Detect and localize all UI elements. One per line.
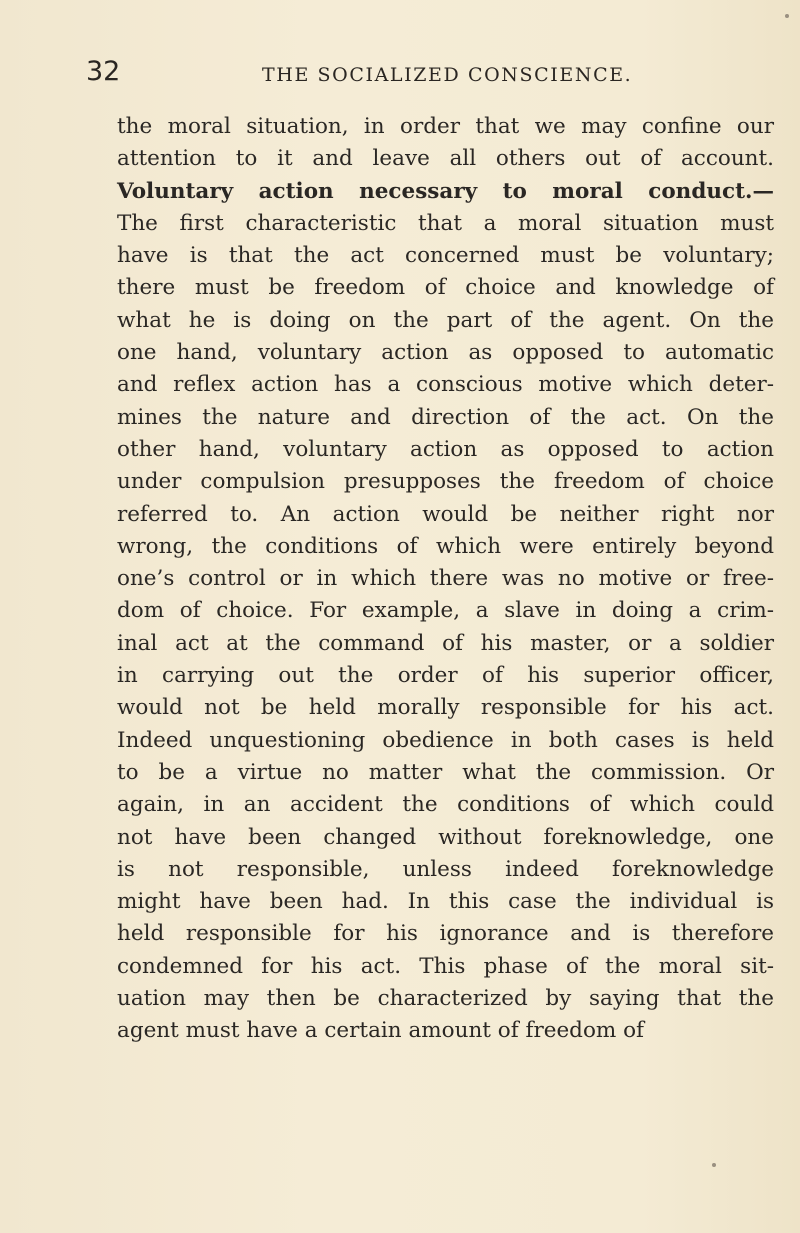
text-line (117, 1015, 774, 1047)
text-line (117, 111, 774, 143)
text-line (117, 918, 774, 950)
text-line (117, 402, 774, 434)
line-text: in carrying out the order of his superior officer, (117, 663, 774, 689)
section-heading-line (117, 176, 774, 208)
text-line (117, 531, 774, 563)
text-line (117, 143, 774, 175)
line-text: wrong, the conditions of which were entirely beyond (117, 533, 774, 559)
text-line (117, 337, 774, 369)
text-line (117, 434, 774, 466)
text-line (117, 305, 774, 337)
text-line (117, 757, 774, 789)
text-line (117, 240, 774, 272)
text-line (117, 660, 774, 692)
line-text: is not responsible, unless indeed foreknowledge (117, 856, 774, 882)
text-line (117, 499, 774, 531)
body-text (117, 111, 774, 1048)
line-text: the moral situation, in order that we may confine our (117, 114, 774, 139)
line-text: there must be freedom of choice and knowledge of (117, 275, 774, 301)
text-line (117, 272, 774, 304)
line-text: one’s control or in which there was no motive or free- (117, 566, 774, 592)
text-line (117, 369, 774, 401)
line-text: and reflex action has a conscious motive which deter- (117, 372, 774, 398)
line-text: held responsible for his ignorance and is therefore (117, 921, 774, 947)
line-text: condemned for his act. This phase of the moral sit- (117, 953, 774, 979)
running-head: THE SOCIALIZED CONSCIENCE. (262, 64, 633, 86)
text-line (117, 208, 774, 240)
line-text: under compulsion presupposes the freedom of choice (117, 469, 774, 495)
page-number: 32 (86, 56, 121, 87)
line-text: referred to. An action would be neither right nor (117, 501, 774, 527)
line-text: have is that the act concerned must be voluntary; (117, 243, 774, 269)
line-text: agent must have a certain amount of freedom of (117, 1018, 645, 1044)
text-line (117, 822, 774, 854)
text-line (117, 563, 774, 595)
text-line (117, 854, 774, 886)
text-line (117, 725, 774, 757)
line-text: might have been had. In this case the individual is (117, 889, 774, 915)
print-speck (712, 1163, 716, 1167)
text-line (117, 595, 774, 627)
line-text: inal act at the command of his master, or a soldier (117, 630, 774, 656)
text-line (117, 466, 774, 498)
line-text: one hand, voluntary action as opposed to automatic (117, 340, 774, 366)
text-line (117, 692, 774, 724)
line-text: other hand, voluntary action as opposed to action (117, 436, 774, 462)
text-line (117, 789, 774, 821)
text-line (117, 886, 774, 918)
section-heading: Voluntary action necessary to moral conduct.— (117, 178, 774, 204)
line-text: dom of choice. For example, a slave in doing a crim- (117, 598, 774, 624)
line-text: would not be held morally responsible for his act. (117, 695, 774, 721)
line-text: Indeed unquestioning obedience in both cases is held (117, 727, 774, 753)
line-text: to be a virtue no matter what the commission. Or (117, 759, 774, 785)
line-text: again, in an accident the conditions of which could (117, 792, 774, 818)
line-text: uation may then be characterized by saying that the (117, 986, 774, 1012)
line-text: what he is doing on the part of the agent. On the (117, 307, 774, 333)
text-line (117, 628, 774, 660)
line-text: not have been changed without foreknowledge, one (117, 824, 774, 850)
page-header (0, 56, 800, 96)
text-line (117, 951, 774, 983)
line-text: mines the nature and direction of the act. On the (117, 404, 774, 430)
text-line (117, 983, 774, 1015)
line-text: attention to it and leave all others out of account. (117, 146, 774, 172)
line-text: The first characteristic that a moral situation must (117, 210, 774, 236)
print-speck (785, 14, 789, 18)
